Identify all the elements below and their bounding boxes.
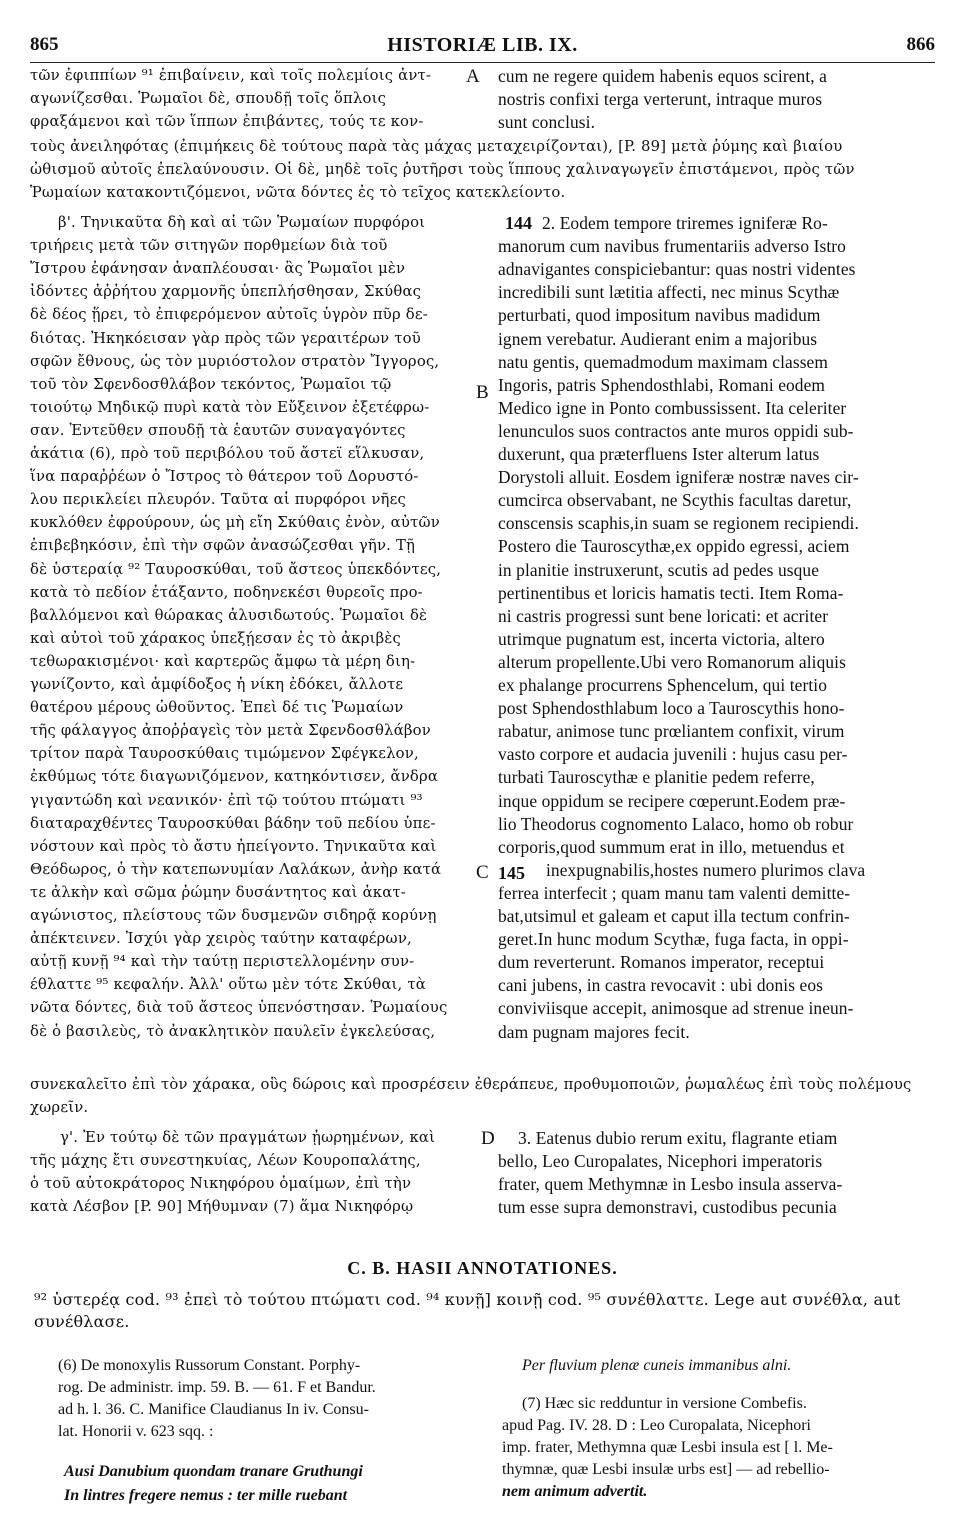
latin-line: bello, Leo Curopalates, Nicephori imperatoris [498, 1151, 823, 1171]
note-line: thymnæ, quæ Lesbi insulæ urbs est] — ad rebellio- [502, 1461, 830, 1478]
greek-line: ἰδόντες ἀῤῥήτου χαρμονῆς ὑπεπλήσθησαν, Σκύθας [30, 283, 422, 301]
greek-line: τοῦ τὸν Σφενδοσθλάβον τεκόντος, Ῥωμαῖοι τῷ [30, 375, 392, 393]
greek-line: ἀκάτια (6), πρὸ τοῦ περιβόλου τοῦ ἄστεϊ εἵλκυσαν, [30, 445, 425, 462]
latin-line: rabatur, animose tunc prœliantem confixit, virum [498, 721, 845, 742]
greek-line: ὁ τοῦ αὐτοκράτορος Νικηφόρου ὁμαίμων, ἐπὶ τὴν [30, 1175, 412, 1192]
greek-line: βαλλόμενοι καὶ θώρακας ἀλυσιδωτούς. Ῥωμαῖοι δὲ [30, 606, 428, 624]
greek-line: συνεκαλεῖτο ἐπὶ τὸν χάρακα, οὓς δώροις καὶ προσρέσειν ἐθεράπευε, προθυμοποιῶν, ῥωμαλέως ἐπὶ τοὺς πολέμους [30, 1076, 912, 1093]
latin-line: turbati Tauroscythæ e planitie pedem referre, [498, 767, 815, 788]
latin-line: dam pugnam majores fecit. [498, 1021, 690, 1042]
verse-line: In lintres fregere nemus : ter mille ruebant [64, 1487, 348, 1504]
latin-line: conviviisque accepit, animosque ad strenue ineun- [498, 998, 854, 1019]
latin-line: post Sphendosthlabum loco a Tauroscythis hono- [498, 698, 845, 719]
latin-line: inque oppidum se recipere cœperunt.Eodem præ- [498, 790, 846, 811]
latin-line: ferrea interfecit ; quam manu tam valenti demitte- [498, 882, 851, 903]
page-number-right: 866 [906, 34, 935, 55]
note-line: apud Pag. IV. 28. D : Leo Curopalata, Nicephori [502, 1417, 811, 1434]
greek-line: κατὰ τὸ πεδίον ἐτάξαντο, ποδηνεκέσι θυρεοῖς προ- [30, 583, 423, 601]
greek-line: δὲ ὁ βασιλεὺς, τὸ ἀνακλητικὸν παυλεῖν ἐγκελεύσας, [30, 1022, 436, 1040]
latin-line: perturbati, quod impositum navibus madidum [498, 305, 821, 326]
greek-line: αὐτῇ κυνῇ ⁹⁴ καὶ τὴν ταύτῃ περιστελλομένην συν- [30, 953, 415, 971]
latin-line: manorum cum navibus frumentariis adverso Istro [498, 236, 846, 257]
latin-line: cum ne regere quidem habenis equos scirent, a [498, 66, 828, 86]
latin-line: natu gentis, quemadmodum maximam classem [498, 351, 829, 372]
greek-line: ἐπιβεβηκόσιν, ἐπὶ τὴν σφῶν ἀνασώζεσθαι γῆν. Τῇ [30, 537, 416, 555]
latin-line: ex phalange procurrens Sphencelum, qui tertio [498, 675, 828, 695]
latin-line: frater, quem Methymnæ in Lesbo insula asserva- [498, 1174, 843, 1194]
margin-marker-c: C [476, 862, 489, 883]
verse-line: Ausi Danubium quondam tranare Gruthungi [64, 1463, 363, 1480]
greek-line: Θεόδωρος, ὁ τὴν κατεπωνυμίαν Λαλάκων, ἀνὴρ κατά [30, 860, 442, 878]
greek-line: γιγαντώδη καὶ νεανικόν· ἐπὶ τῷ τούτου πτώματι ⁹³ [30, 791, 423, 809]
latin-line: inexpugnabilis,hostes numero plurimos clava [546, 859, 866, 880]
greek-line: τῆς φάλαγγος ἀποῤῥαγεὶς τὸν μετὰ Σφενδοσθλάβον [30, 722, 431, 740]
note-line: lat. Honorii v. 623 sqq. : [58, 1423, 214, 1440]
greek-line: νόστουν καὶ πρὸς τὸ ἄστυ ἠπείγοντο. Τηνικαῦτα καὶ [30, 837, 437, 855]
greek-line: ἵνα παραῤῥέων ὁ Ἴστρος τὸ θάτερον τοῦ Δορυστό- [30, 468, 419, 486]
greek-line: β'. Τηνικαῦτα δὴ καὶ αἱ τῶν Ῥωμαίων πυρφόροι [58, 214, 426, 231]
greek-line: λου περικλείει πλευρόν. Ταῦτα αἱ πυρφόροι νῆες [30, 491, 406, 509]
greek-line: τοιούτῳ Μηδικῷ πυρὶ κατὰ τὸν Εὔξεινον ἐξετέφρω- [30, 398, 430, 416]
greek-line: τεθωρακισμένοι· καὶ καρτερῶς ἄμφω τὰ μέρη διη- [30, 652, 416, 670]
margin-marker-a: A [466, 66, 480, 87]
latin-line: corporis,quod summum erat in illo, metuendus et [498, 836, 845, 857]
latin-line: cani jubens, in castra revocavit : ubi donis eos [498, 975, 823, 996]
latin-line: pertinentibus et loricis hamatis tecti. Item Roma- [498, 582, 844, 603]
latin-line: conscensis scaphis,in suam se regionem recipiendi. [498, 513, 859, 534]
greek-line: σφῶν ἔθνους, ὡς τὸν μυριόστολον στρατὸν Ἴγγορος, [30, 352, 440, 370]
latin-line: vasto corpore et audacia juvenili : hujus casu per- [498, 744, 848, 765]
note-line: rog. De administr. imp. 59. B. — 61. F et Bandur. [58, 1379, 376, 1396]
latin-line: Ingoris, patris Sphendosthlabi, Romani eodem [498, 374, 826, 395]
note-line: (7) Hæc sic redduntur in versione Combefis. [522, 1395, 807, 1412]
section-number-145: 145 [498, 863, 525, 883]
latin-line: cumcirca observabant, ne Scythis facultas daretur, [498, 490, 852, 511]
greek-line: διαταραχθέντες Ταυροσκύθαι βάδην τοῦ πεδίου ὑπε- [30, 814, 436, 832]
latin-line: incredibili sunt lætitia affecti, nec minus Scythæ [498, 282, 840, 303]
footnote-line: ⁹² ὑστερέᾳ cod. ⁹³ ἐπεὶ τὸ τούτου πτώματι cod. ⁹⁴ κυνῇ] κοινῇ cod. ⁹⁵ συνέθλαττε. Lege aut συνέθλα, aut [34, 1290, 901, 1309]
latin-line: lio Theodorus cognomento Lalaco, homo ob robur [498, 813, 854, 834]
latin-line: lenunculos suos contractos ante muros oppidi sub- [498, 420, 854, 441]
greek-line: χωρεῖν. [30, 1099, 89, 1116]
greek-line: γωνίζοντο, καὶ ἀμφίδοξος ἡ νίκη ἐδόκει, ἄλλοτε [30, 676, 404, 693]
note-line: ad h. l. 36. C. Manifice Claudianus In iv. Consu- [58, 1401, 369, 1418]
latin-line: ignem verebatur. Audierant enim a majoribus [498, 328, 818, 349]
greek-line: νῶτα δόντες, διὰ τοῦ ἄστεος ὑπενόστησαν. Ῥωμαίους [30, 999, 448, 1017]
greek-line: ὠθισμοῦ αὐτοῖς ἐπελαύνουσιν. Οἱ δὲ, μηδὲ τοῖς ῥυτῆρσι τοὺς ἵππους χαλιναγωγεῖν ἐπιστάμενοι, πρὸς τῶν [30, 161, 855, 178]
note-line: imp. frater, Methymna quæ Lesbi insula est [ l. Me- [502, 1439, 833, 1456]
margin-marker-b: B [476, 382, 489, 403]
greek-line: καὶ αὐτοὶ τοῦ χάρακος ὑπεξῄεσαν ἐς τὸ ἀκριβὲς [30, 629, 402, 647]
greek-line: έθλαττε ⁹⁵ κεφαλήν. Ἀλλ' οὕτω μὲν τότε Σκύθαι, τὰ [30, 976, 426, 994]
greek-line: Ἴστρου ἐφάνησαν ἀναπλέουσαι· ἃς Ῥωμαῖοι μὲν [30, 260, 406, 278]
latin-line: 2. Eodem tempore triremes igniferæ Ro- [542, 213, 828, 233]
latin-line: dum reverterunt. Romanos imperator, receptui [498, 952, 825, 973]
greek-line: τῶν ἐφιππίων ⁹¹ ἐπιβαίνειν, καὶ τοῖς πολεμίοις ἀντ- [30, 67, 432, 84]
greek-line: φραξάμενοι καὶ τῶν ἵππων ἐπιβάντες, τούς τε κον- [30, 113, 424, 130]
header-rule [30, 62, 935, 63]
greek-line: τε ἀλκὴν καὶ σῶμα ῥώμην δυσάντητος καὶ ἀκατ- [30, 883, 406, 901]
greek-line: διότας. Ἠκηκόεισαν γὰρ πρὸς τῶν γεραιτέρων τοῦ [30, 329, 421, 347]
greek-line: ἀπέκτεινεν. Ἰσχύι γὰρ χειρὸς ταύτην καταφέρων, [30, 930, 412, 948]
latin-line: duxerunt, qua præterfluens Ister alterum latus [498, 444, 820, 464]
greek-line: δὲ ὑστεραίᾳ ⁹² Ταυροσκύθαι, τοῦ ἄστεος ὑπεκδόντες, [30, 560, 442, 578]
latin-line: in planitie instruxerunt, scutis ad pedes usque [498, 559, 820, 580]
section-number-144: 144 [505, 213, 532, 233]
greek-line: Ῥωμαίων κατακοντιζόμενοι, νῶτα δόντες ἐς τὸ τεῖχος κατεκλείοντο. [30, 184, 566, 201]
latin-line: alterum propellente.Ubi vero Romanorum aliquis [498, 651, 846, 672]
latin-line: Dorystoli alluit. Eosdem igniferæ nostræ naves cir- [498, 467, 859, 488]
page-number-left: 865 [30, 34, 59, 55]
greek-line: τριήρεις μετὰ τῶν σιτηγῶν πορθμείων διὰ τοῦ [30, 237, 388, 255]
latin-line: nostris confixi terga verterunt, intraque muros [498, 89, 823, 109]
latin-line: geret.In hunc modum Scythæ, fuga facta, in oppi- [498, 929, 849, 950]
running-title: HISTORIÆ LIB. IX. [387, 34, 578, 56]
latin-line: Postero die Tauroscythæ,ex oppido egressi, aciem [498, 536, 850, 557]
latin-line: 3. Eatenus dubio rerum exitu, flagrante etiam [518, 1128, 838, 1148]
latin-line: adnavigantes conspiciebantur: quas nostri videntes [498, 259, 856, 280]
running-header [30, 34, 935, 58]
note-line: (6) De monoxylis Russorum Constant. Porphy- [58, 1357, 361, 1374]
latin-line: sunt conclusi. [498, 112, 596, 132]
greek-line: θατέρου μέρους ὠθοῦντος. Ἐπεὶ δέ τις Ῥωμαίων [30, 699, 404, 717]
annotations-title: C. B. HASII ANNOTATIONES. [347, 1258, 618, 1278]
greek-line: γ'. Ἐν τούτῳ δὲ τῶν πραγμάτων ᾐωρημένων, καὶ [60, 1129, 436, 1146]
latin-line: Medico igne in Ponto combussissent. Ita celeriter [498, 397, 847, 418]
greek-line: σαν. Ἐντεῦθεν σπουδῇ τὰ ἑαυτῶν συναγαγόντες [30, 421, 406, 439]
footnote-line: συνέθλασε. [34, 1312, 130, 1331]
greek-line: αγωνίζεσθαι. Ῥωμαῖοι δὲ, σπουδῇ τοῖς ὅπλοις [30, 90, 387, 107]
margin-marker-d: D [481, 1128, 495, 1149]
greek-line: τοὺς ἀνειληφότας (ἐπιμήκεις δὲ τούτους παρὰ τὰς μάχας μεταχειρίζονται), [P. 89] μετὰ ῥύμης καὶ βιαίου [30, 138, 843, 155]
greek-line: τρίτον παρὰ Ταυροσκύθαις τιμώμενον Σφέγκελον, [30, 745, 419, 763]
latin-line: tum esse supra demonstravi, custodibus pecunia [498, 1197, 837, 1217]
greek-line: κυκλόθεν ἐφρούρουν, ὡς μὴ εἴη Σκύθαις ἐνὸν, αὐτῶν [30, 514, 440, 532]
note-line: nem animum advertit. [502, 1483, 648, 1500]
greek-line: δὲ δέος ᾕρει, τὸ ἐπιφερόμενον αὐτοῖς ὑγρὸν πῦρ δε- [30, 306, 428, 324]
latin-line: utrimque pugnatum est, incerta victoria, altero [498, 628, 825, 649]
greek-line: κατὰ Λέσβον [P. 90] Μήθυμναν (7) ἅμα Νικηφόρῳ [30, 1198, 414, 1215]
greek-line: ἐκθύμως τότε διαγωνιζόμενον, κατηκόντισεν, ἄνδρα [30, 768, 439, 786]
verse-line: Per fluvium plenæ cuneis immanibus alni. [522, 1357, 792, 1374]
latin-line: bat,utsimul et galeam et caput illa tectum confrin- [498, 906, 850, 926]
greek-line: αγώνιστος, πλείστους τῶν δυσμενῶν σιδηρᾷ κορύνῃ [30, 907, 437, 924]
greek-line: τῆς μάχης ἔτι συνεστηκυίας, Λέων Κουροπαλάτης, [30, 1152, 421, 1169]
latin-line: ni castris progressi sunt bene loricati: et acriter [498, 605, 829, 626]
